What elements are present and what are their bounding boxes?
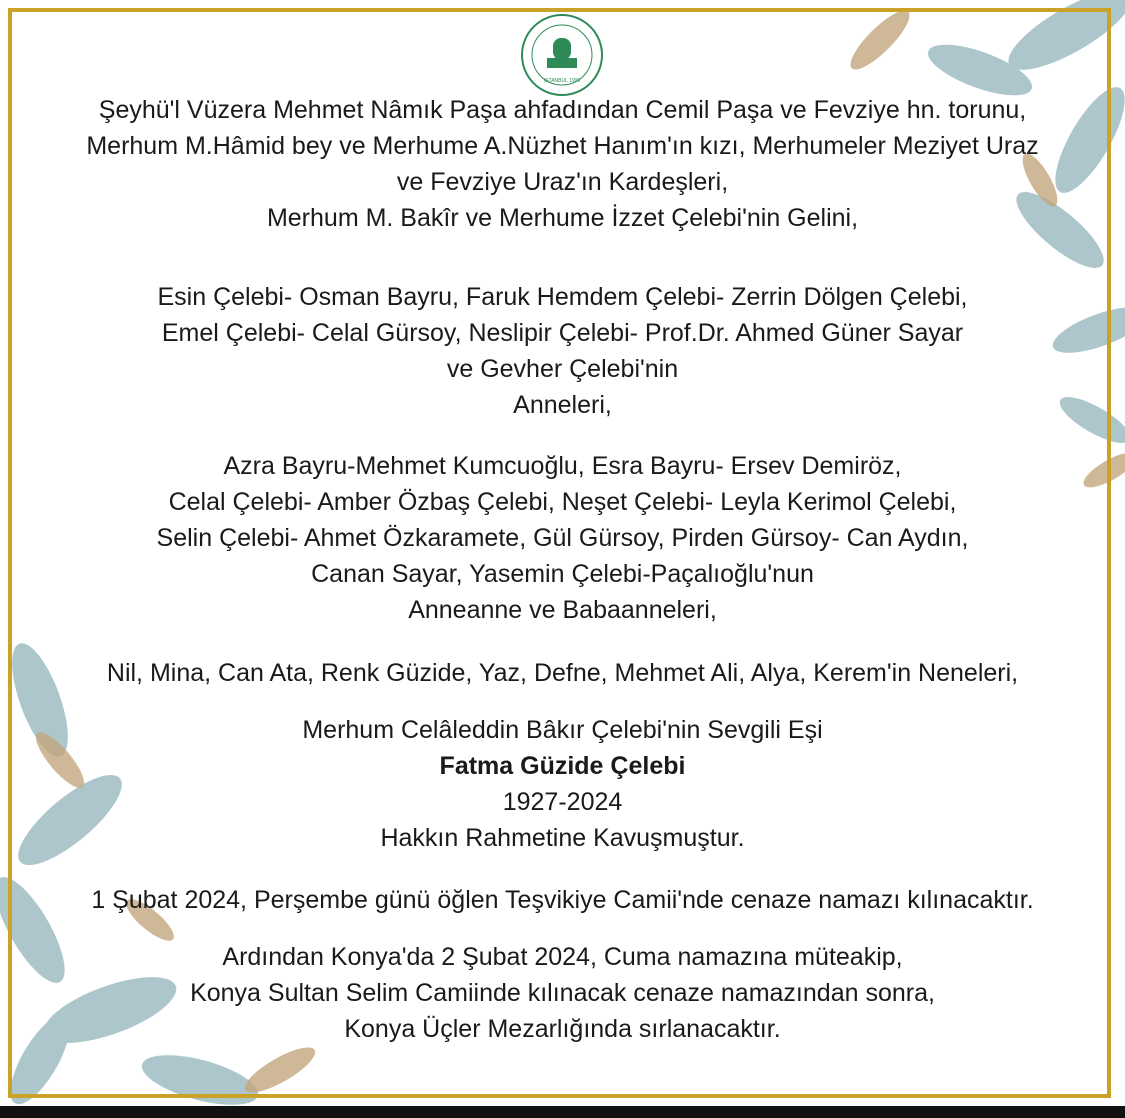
spouse-line: Merhum Celâleddin Bâkır Çelebi'nin Sevgili Eşi [302,716,823,744]
bottom-bar [0,1106,1125,1118]
great-grandchildren-block [0,655,1125,691]
text-line: Azra Bayru-Mehmet Kumcuoğlu, Esra Bayru- Ersev Demiröz, [223,452,902,480]
logo-bottom-text: ISTANBUL 1996 [543,78,581,84]
text-line: Esin Çelebi- Osman Bayru, Faruk Hemdem Çelebi- Zerrin Dölgen Çelebi, [157,283,968,311]
deceased-name: Fatma Güzide Çelebi [439,752,686,780]
text-line: Konya Sultan Selim Camiinde kılınacak cenaze namazından sonra, [190,979,935,1007]
text-line: Selin Çelebi- Ahmet Özkaramete, Gül Gürsoy, Pirden Gürsoy- Can Aydın, [156,524,969,552]
text-line: Merhum M. Bakîr ve Merhume İzzet Çelebi'nin Gelini, [266,204,859,232]
text-line: Merhum M.Hâmid bey ve Merhume A.Nüzhet Hanım'ın kızı, Merhumeler Meziyet Uraz [86,132,1039,160]
grandchildren-block [0,448,1125,628]
text-line: Celal Çelebi- Amber Özbaş Çelebi, Neşet Çelebi- Leyla Kerimol Çelebi, [168,488,957,516]
passing-line: Hakkın Rahmetine Kavuşmuştur. [380,824,745,852]
text-line: 1 Şubat 2024, Perşembe günü öğlen Teşvikiye Camii'nde cenaze namazı kılınacaktır. [91,886,1034,914]
funeral-istanbul-block [0,882,1125,918]
text-line: ve Fevziye Uraz'ın Kardeşleri, [396,168,729,196]
lineage-block [0,92,1125,236]
text-line: ve Gevher Çelebi'nin [446,355,679,383]
text-line: Anneleri, [513,391,612,419]
funeral-konya-block [0,939,1125,1047]
children-block [0,279,1125,423]
text-line: Ardından Konya'da 2 Şubat 2024, Cuma namazına müteakip, [222,943,903,971]
life-years: 1927-2024 [502,788,623,816]
text-line: Konya Üçler Mezarlığında sırlanacaktır. [344,1015,781,1043]
text-line: Anneanne ve Babaanneleri, [408,596,717,624]
text-line: Canan Sayar, Yasemin Çelebi-Paçalıoğlu'nun [311,560,814,588]
text-line: Nil, Mina, Can Ata, Renk Güzide, Yaz, Defne, Mehmet Ali, Alya, Kerem'in Neneleri, [106,659,1019,687]
text-line: Şeyhü'l Vüzera Mehmet Nâmık Paşa ahfadından Cemil Paşa ve Fevziye hn. torunu, [98,96,1027,124]
foundation-logo [519,12,605,98]
text-line: Emel Çelebi- Celal Gürsoy, Neslipir Çelebi- Prof.Dr. Ahmed Güner Sayar [161,319,964,347]
deceased-block [0,712,1125,856]
